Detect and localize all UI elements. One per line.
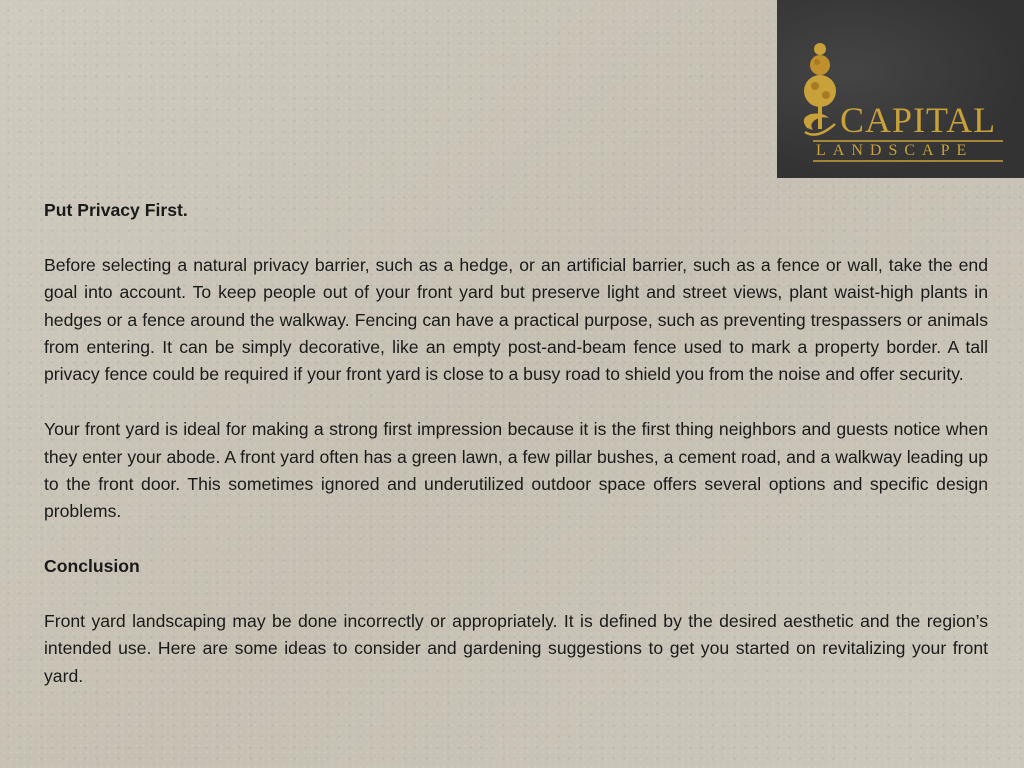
section-heading-conclusion: Conclusion	[44, 556, 140, 577]
paragraph-privacy-barrier: Before selecting a natural privacy barrier, such as a hedge, or an artificial barrier, such as a fence or wall, take the end goal into account. To keep people out of your front yard but preserve light and street views, plant waist-high plants in hedges or a fence around the walkway. Fencing can have a practical purpose, such as preventing trespassers or animals from entering. It can be simply decorative, like an empty post-and-beam fence used to mark a property border. A tall privacy fence could be required if your front yard is close to a busy road to shield you from the noise and offer security.	[44, 254, 988, 385]
logo-wordmark-sub: LANDSCAPE	[816, 142, 974, 159]
document-body	[44, 197, 988, 718]
paragraph-first-impression: Your front yard is ideal for making a strong first impression because it is the first thing neighbors and guests notice when they enter your abode. A front yard often has a green lawn, a few pillar bushes, a cement road, and a walkway leading up to the front door. This sometimes ignored and underutilized outdoor space offers several options and specific design problems.	[44, 419, 988, 522]
section-heading-privacy: Put Privacy First.	[44, 200, 188, 220]
paragraph-conclusion: Front yard landscaping may be done incorrectly or appropriately. It is defined by the desired aesthetic and the region’s intended use. Here are some ideas to consider and gardening suggestions to get you started on revitalizing your front yard.	[44, 611, 988, 686]
logo-wordmark-main: CAPITAL	[840, 100, 997, 140]
